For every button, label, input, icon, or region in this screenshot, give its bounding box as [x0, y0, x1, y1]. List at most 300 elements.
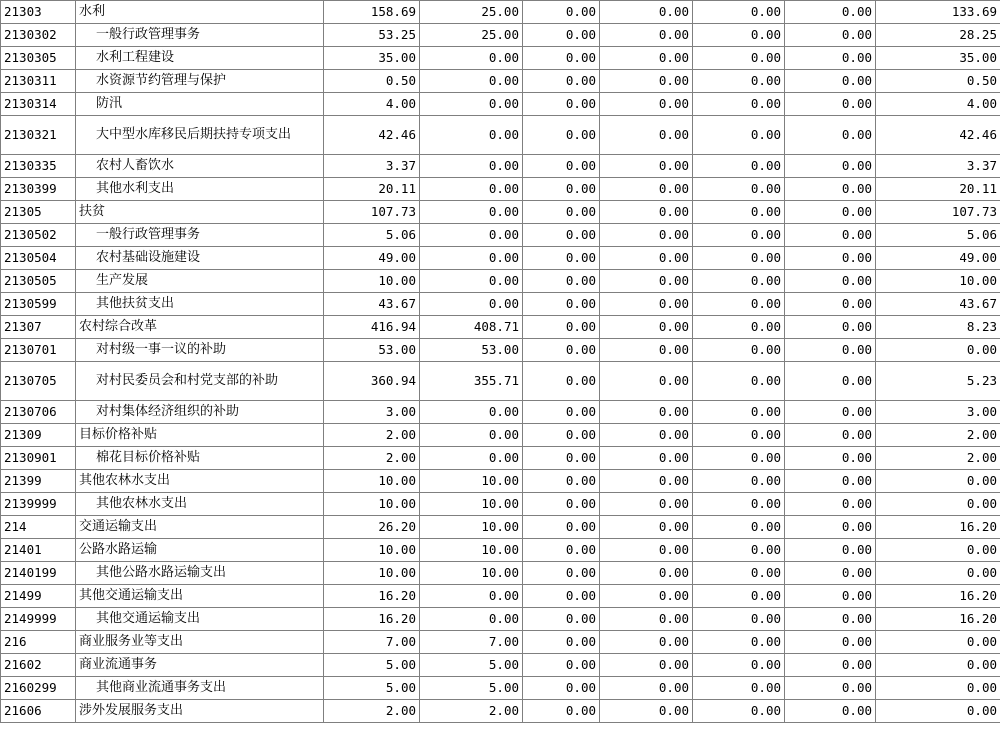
cell-amount: 53.25 [324, 24, 420, 47]
cell-amount: 107.73 [324, 201, 420, 224]
cell-amount: 0.00 [693, 362, 785, 401]
cell-amount: 0.00 [600, 270, 693, 293]
cell-amount: 0.00 [523, 447, 600, 470]
cell-amount: 0.00 [600, 70, 693, 93]
cell-amount: 0.00 [600, 224, 693, 247]
table-row [1, 316, 1000, 339]
cell-amount: 2.00 [876, 447, 1000, 470]
cell-amount: 10.00 [324, 493, 420, 516]
cell-amount: 0.00 [693, 316, 785, 339]
table-row [1, 516, 1000, 539]
cell-amount: 0.00 [523, 116, 600, 155]
cell-amount: 158.69 [324, 1, 420, 24]
cell-amount: 0.00 [693, 470, 785, 493]
cell-amount: 0.00 [693, 401, 785, 424]
cell-amount: 0.00 [876, 562, 1000, 585]
cell-code: 21401 [1, 539, 76, 562]
cell-amount: 0.00 [600, 155, 693, 178]
cell-amount: 26.20 [324, 516, 420, 539]
cell-amount: 0.00 [600, 247, 693, 270]
cell-amount: 0.00 [600, 293, 693, 316]
cell-amount: 0.00 [693, 562, 785, 585]
cell-amount: 0.00 [523, 608, 600, 631]
cell-code: 2130599 [1, 293, 76, 316]
cell-name: 大中型水库移民后期扶持专项支出 [76, 116, 324, 155]
cell-amount: 0.00 [600, 116, 693, 155]
cell-amount: 0.00 [785, 339, 876, 362]
table-body [1, 1, 1000, 723]
cell-amount: 0.00 [785, 401, 876, 424]
cell-amount: 5.00 [420, 677, 523, 700]
cell-amount: 42.46 [324, 116, 420, 155]
cell-code: 2130335 [1, 155, 76, 178]
cell-code: 2149999 [1, 608, 76, 631]
cell-amount: 0.00 [785, 470, 876, 493]
table-row [1, 224, 1000, 247]
table-row [1, 654, 1000, 677]
cell-name: 其他交通运输支出 [76, 608, 324, 631]
cell-amount: 0.00 [785, 155, 876, 178]
cell-amount: 0.00 [523, 585, 600, 608]
cell-amount: 0.00 [523, 224, 600, 247]
cell-amount: 49.00 [876, 247, 1000, 270]
table-row [1, 677, 1000, 700]
cell-code: 2130706 [1, 401, 76, 424]
cell-amount: 0.50 [876, 70, 1000, 93]
cell-amount: 0.00 [785, 585, 876, 608]
table-row [1, 1, 1000, 24]
cell-amount: 16.20 [876, 585, 1000, 608]
cell-amount: 0.00 [693, 116, 785, 155]
cell-name: 其他公路水路运输支出 [76, 562, 324, 585]
cell-name: 农村人畜饮水 [76, 155, 324, 178]
cell-amount: 0.00 [693, 585, 785, 608]
cell-name: 生产发展 [76, 270, 324, 293]
cell-amount: 35.00 [324, 47, 420, 70]
cell-amount: 107.73 [876, 201, 1000, 224]
cell-amount: 0.00 [523, 47, 600, 70]
table-row [1, 178, 1000, 201]
cell-amount: 0.00 [523, 1, 600, 24]
cell-amount: 0.00 [420, 201, 523, 224]
cell-amount: 7.00 [324, 631, 420, 654]
cell-amount: 0.00 [600, 470, 693, 493]
cell-amount: 16.20 [876, 516, 1000, 539]
cell-amount: 4.00 [876, 93, 1000, 116]
cell-amount: 0.00 [785, 247, 876, 270]
cell-code: 2140199 [1, 562, 76, 585]
cell-amount: 4.00 [324, 93, 420, 116]
cell-amount: 0.00 [523, 654, 600, 677]
cell-amount: 0.00 [600, 93, 693, 116]
cell-amount: 0.00 [693, 178, 785, 201]
cell-amount: 0.00 [693, 608, 785, 631]
cell-amount: 0.00 [420, 585, 523, 608]
cell-amount: 0.00 [420, 447, 523, 470]
cell-amount: 0.00 [785, 116, 876, 155]
cell-code: 21303 [1, 1, 76, 24]
cell-amount: 7.00 [420, 631, 523, 654]
cell-code: 21606 [1, 700, 76, 723]
cell-amount: 16.20 [324, 585, 420, 608]
cell-amount: 5.06 [876, 224, 1000, 247]
cell-amount: 10.00 [324, 270, 420, 293]
cell-name: 棉花目标价格补贴 [76, 447, 324, 470]
cell-amount: 2.00 [324, 447, 420, 470]
cell-amount: 0.00 [785, 539, 876, 562]
cell-name: 对村集体经济组织的补助 [76, 401, 324, 424]
cell-name: 对村级一事一议的补助 [76, 339, 324, 362]
cell-amount: 5.00 [324, 654, 420, 677]
cell-amount: 0.00 [420, 70, 523, 93]
cell-name: 其他水利支出 [76, 178, 324, 201]
cell-amount: 0.00 [693, 516, 785, 539]
cell-amount: 0.00 [785, 178, 876, 201]
cell-name: 商业流通事务 [76, 654, 324, 677]
cell-amount: 0.00 [600, 700, 693, 723]
cell-amount: 5.00 [420, 654, 523, 677]
cell-amount: 10.00 [324, 470, 420, 493]
cell-amount: 0.00 [420, 47, 523, 70]
cell-amount: 0.00 [876, 470, 1000, 493]
cell-amount: 0.00 [693, 47, 785, 70]
table-row [1, 447, 1000, 470]
cell-amount: 0.00 [785, 362, 876, 401]
cell-name: 防汛 [76, 93, 324, 116]
table-row [1, 470, 1000, 493]
cell-code: 2130321 [1, 116, 76, 155]
cell-amount: 0.00 [693, 224, 785, 247]
table-row [1, 24, 1000, 47]
cell-amount: 0.00 [693, 493, 785, 516]
cell-code: 2130302 [1, 24, 76, 47]
cell-amount: 0.00 [693, 201, 785, 224]
cell-amount: 0.00 [785, 562, 876, 585]
cell-amount: 0.00 [785, 608, 876, 631]
cell-amount: 0.00 [693, 270, 785, 293]
cell-amount: 0.00 [600, 654, 693, 677]
cell-amount: 360.94 [324, 362, 420, 401]
cell-amount: 0.00 [876, 700, 1000, 723]
table-row [1, 700, 1000, 723]
cell-amount: 49.00 [324, 247, 420, 270]
table-row [1, 585, 1000, 608]
cell-amount: 0.00 [523, 424, 600, 447]
cell-amount: 0.00 [876, 539, 1000, 562]
cell-amount: 0.00 [693, 293, 785, 316]
cell-name: 目标价格补贴 [76, 424, 324, 447]
cell-amount: 3.37 [324, 155, 420, 178]
cell-amount: 0.00 [420, 270, 523, 293]
cell-amount: 16.20 [324, 608, 420, 631]
cell-amount: 10.00 [420, 539, 523, 562]
cell-code: 2130901 [1, 447, 76, 470]
cell-code: 2130314 [1, 93, 76, 116]
cell-amount: 10.00 [420, 470, 523, 493]
cell-code: 2130505 [1, 270, 76, 293]
cell-amount: 8.23 [876, 316, 1000, 339]
cell-amount: 0.00 [600, 493, 693, 516]
cell-code: 2130504 [1, 247, 76, 270]
cell-code: 2139999 [1, 493, 76, 516]
cell-amount: 0.00 [600, 608, 693, 631]
cell-amount: 0.00 [600, 47, 693, 70]
cell-amount: 0.00 [600, 447, 693, 470]
cell-amount: 0.00 [600, 539, 693, 562]
table-row [1, 362, 1000, 401]
cell-name: 商业服务业等支出 [76, 631, 324, 654]
cell-amount: 0.00 [693, 539, 785, 562]
cell-amount: 0.00 [600, 24, 693, 47]
cell-name: 水利 [76, 1, 324, 24]
cell-amount: 0.00 [523, 93, 600, 116]
cell-amount: 0.00 [785, 316, 876, 339]
cell-amount: 3.37 [876, 155, 1000, 178]
table-row [1, 116, 1000, 155]
table-row [1, 70, 1000, 93]
cell-code: 2130311 [1, 70, 76, 93]
cell-amount: 0.00 [523, 339, 600, 362]
cell-amount: 10.00 [420, 562, 523, 585]
cell-amount: 0.00 [523, 247, 600, 270]
table-row [1, 93, 1000, 116]
cell-amount: 0.00 [420, 293, 523, 316]
cell-amount: 0.00 [693, 93, 785, 116]
cell-amount: 0.00 [523, 362, 600, 401]
cell-amount: 10.00 [420, 516, 523, 539]
cell-name: 对村民委员会和村党支部的补助 [76, 362, 324, 401]
cell-name: 水资源节约管理与保护 [76, 70, 324, 93]
cell-amount: 16.20 [876, 608, 1000, 631]
cell-amount: 0.00 [785, 700, 876, 723]
cell-amount: 0.00 [693, 447, 785, 470]
cell-amount: 0.00 [420, 224, 523, 247]
cell-amount: 0.00 [785, 201, 876, 224]
table-row [1, 293, 1000, 316]
cell-code: 2130701 [1, 339, 76, 362]
table-row [1, 608, 1000, 631]
cell-amount: 0.00 [693, 631, 785, 654]
table-row [1, 270, 1000, 293]
cell-amount: 0.00 [600, 1, 693, 24]
cell-amount: 20.11 [876, 178, 1000, 201]
cell-amount: 3.00 [876, 401, 1000, 424]
cell-amount: 5.00 [324, 677, 420, 700]
cell-amount: 53.00 [420, 339, 523, 362]
cell-amount: 0.00 [693, 70, 785, 93]
cell-code: 216 [1, 631, 76, 654]
cell-code: 2130399 [1, 178, 76, 201]
cell-amount: 408.71 [420, 316, 523, 339]
cell-amount: 2.00 [324, 700, 420, 723]
cell-amount: 0.00 [693, 155, 785, 178]
cell-amount: 0.00 [785, 493, 876, 516]
cell-amount: 0.00 [600, 677, 693, 700]
cell-amount: 0.00 [785, 447, 876, 470]
table-row [1, 201, 1000, 224]
cell-amount: 0.00 [523, 201, 600, 224]
cell-amount: 0.00 [523, 70, 600, 93]
cell-amount: 0.00 [523, 155, 600, 178]
cell-amount: 0.00 [876, 631, 1000, 654]
cell-code: 2130502 [1, 224, 76, 247]
cell-amount: 0.00 [785, 224, 876, 247]
cell-amount: 416.94 [324, 316, 420, 339]
cell-amount: 10.00 [420, 493, 523, 516]
cell-amount: 0.00 [785, 270, 876, 293]
cell-amount: 0.00 [420, 247, 523, 270]
table-row [1, 339, 1000, 362]
cell-amount: 0.00 [876, 493, 1000, 516]
cell-amount: 25.00 [420, 24, 523, 47]
cell-amount: 0.00 [600, 424, 693, 447]
cell-amount: 0.00 [693, 654, 785, 677]
cell-amount: 0.00 [523, 700, 600, 723]
cell-name: 一般行政管理事务 [76, 224, 324, 247]
cell-amount: 3.00 [324, 401, 420, 424]
cell-name: 其他商业流通事务支出 [76, 677, 324, 700]
cell-amount: 0.00 [785, 47, 876, 70]
table-row [1, 401, 1000, 424]
cell-amount: 0.00 [785, 654, 876, 677]
cell-amount: 0.00 [523, 293, 600, 316]
cell-amount: 43.67 [876, 293, 1000, 316]
cell-amount: 0.00 [693, 24, 785, 47]
cell-amount: 0.00 [785, 631, 876, 654]
cell-amount: 42.46 [876, 116, 1000, 155]
cell-amount: 0.00 [785, 424, 876, 447]
cell-amount: 5.06 [324, 224, 420, 247]
table-row [1, 424, 1000, 447]
cell-name: 其他交通运输支出 [76, 585, 324, 608]
cell-amount: 0.00 [600, 178, 693, 201]
cell-amount: 43.67 [324, 293, 420, 316]
cell-code: 21499 [1, 585, 76, 608]
cell-amount: 0.00 [785, 93, 876, 116]
cell-amount: 10.00 [324, 539, 420, 562]
cell-amount: 0.00 [600, 401, 693, 424]
cell-amount: 0.00 [600, 201, 693, 224]
cell-amount: 2.00 [420, 700, 523, 723]
cell-amount: 0.00 [785, 24, 876, 47]
cell-amount: 0.00 [523, 677, 600, 700]
cell-amount: 0.00 [785, 293, 876, 316]
cell-amount: 0.00 [420, 93, 523, 116]
cell-amount: 0.00 [523, 470, 600, 493]
cell-code: 2130705 [1, 362, 76, 401]
cell-amount: 0.00 [420, 178, 523, 201]
table-row [1, 247, 1000, 270]
cell-amount: 0.00 [523, 493, 600, 516]
cell-amount: 5.23 [876, 362, 1000, 401]
cell-amount: 0.00 [523, 178, 600, 201]
cell-amount: 0.00 [693, 424, 785, 447]
cell-amount: 0.00 [693, 247, 785, 270]
cell-amount: 0.00 [876, 677, 1000, 700]
cell-amount: 35.00 [876, 47, 1000, 70]
cell-name: 其他扶贫支出 [76, 293, 324, 316]
cell-amount: 0.00 [420, 401, 523, 424]
cell-amount: 0.00 [600, 585, 693, 608]
cell-amount: 0.00 [600, 562, 693, 585]
cell-amount: 0.00 [600, 316, 693, 339]
cell-amount: 10.00 [324, 562, 420, 585]
cell-code: 21399 [1, 470, 76, 493]
cell-amount: 0.00 [876, 339, 1000, 362]
cell-name: 农村基础设施建设 [76, 247, 324, 270]
cell-amount: 0.00 [693, 1, 785, 24]
cell-amount: 0.00 [523, 516, 600, 539]
cell-name: 涉外发展服务支出 [76, 700, 324, 723]
cell-amount: 0.00 [523, 270, 600, 293]
cell-amount: 25.00 [420, 1, 523, 24]
cell-name: 水利工程建设 [76, 47, 324, 70]
cell-amount: 0.00 [420, 155, 523, 178]
cell-code: 21602 [1, 654, 76, 677]
cell-amount: 0.00 [785, 516, 876, 539]
cell-code: 21307 [1, 316, 76, 339]
cell-amount: 0.00 [600, 339, 693, 362]
table-row [1, 493, 1000, 516]
cell-amount: 0.00 [693, 677, 785, 700]
table-row [1, 562, 1000, 585]
cell-amount: 0.00 [785, 677, 876, 700]
cell-amount: 133.69 [876, 1, 1000, 24]
cell-amount: 0.50 [324, 70, 420, 93]
cell-amount: 2.00 [324, 424, 420, 447]
table-row [1, 631, 1000, 654]
cell-amount: 0.00 [523, 316, 600, 339]
cell-amount: 0.00 [600, 362, 693, 401]
cell-amount: 0.00 [876, 654, 1000, 677]
cell-name: 农村综合改革 [76, 316, 324, 339]
cell-code: 214 [1, 516, 76, 539]
cell-amount: 0.00 [785, 1, 876, 24]
cell-amount: 0.00 [420, 116, 523, 155]
cell-amount: 0.00 [523, 562, 600, 585]
cell-code: 21309 [1, 424, 76, 447]
cell-name: 扶贫 [76, 201, 324, 224]
cell-name: 交通运输支出 [76, 516, 324, 539]
cell-code: 2130305 [1, 47, 76, 70]
cell-amount: 0.00 [420, 608, 523, 631]
cell-code: 2160299 [1, 677, 76, 700]
cell-amount: 28.25 [876, 24, 1000, 47]
cell-amount: 20.11 [324, 178, 420, 201]
cell-amount: 0.00 [693, 700, 785, 723]
cell-amount: 0.00 [523, 539, 600, 562]
table-row [1, 539, 1000, 562]
cell-amount: 0.00 [523, 631, 600, 654]
cell-amount: 355.71 [420, 362, 523, 401]
table-row [1, 155, 1000, 178]
cell-amount: 0.00 [523, 401, 600, 424]
cell-code: 21305 [1, 201, 76, 224]
cell-name: 其他农林水支出 [76, 493, 324, 516]
cell-amount: 0.00 [523, 24, 600, 47]
cell-name: 其他农林水支出 [76, 470, 324, 493]
table-row [1, 47, 1000, 70]
cell-amount: 10.00 [876, 270, 1000, 293]
cell-amount: 53.00 [324, 339, 420, 362]
cell-amount: 0.00 [600, 516, 693, 539]
cell-amount: 0.00 [420, 424, 523, 447]
cell-amount: 0.00 [600, 631, 693, 654]
cell-amount: 0.00 [785, 70, 876, 93]
cell-name: 一般行政管理事务 [76, 24, 324, 47]
cell-amount: 0.00 [693, 339, 785, 362]
cell-name: 公路水路运输 [76, 539, 324, 562]
